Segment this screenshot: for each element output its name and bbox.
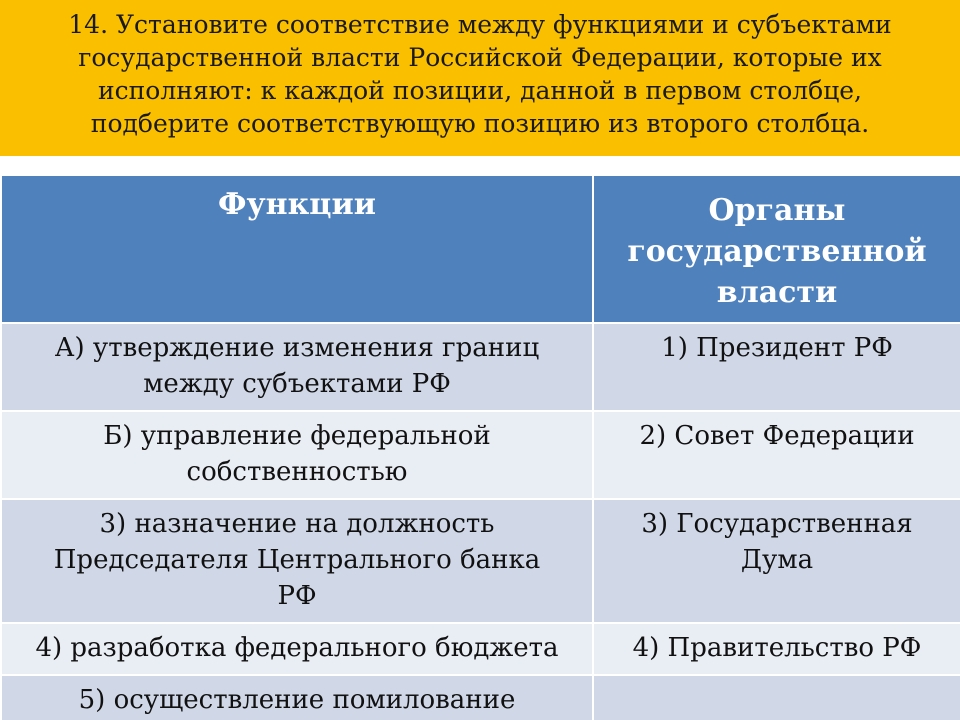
title-line-1: 14. Установите соответствие между функциями и субъектами (68, 10, 892, 39)
function-cell-a (1, 323, 593, 411)
function-cell-b (1, 411, 593, 499)
table-row (1, 411, 960, 499)
function-b-line-2: собственностью (186, 457, 408, 487)
organ-3-line-1: 3) Государственная (641, 509, 913, 539)
function-cell-3 (1, 499, 593, 623)
table-row (1, 323, 960, 411)
organ-4-line-1: 4) Правительство РФ (632, 633, 922, 663)
header-organs-line-2: государственной (627, 234, 927, 269)
table-row (1, 675, 960, 720)
organ-cell-empty (593, 675, 960, 720)
table-header-row (1, 175, 960, 323)
organ-1-line-1: 1) Президент РФ (661, 333, 893, 363)
matching-table (0, 174, 960, 720)
organ-cell-1 (593, 323, 960, 411)
header-organs-line-3: власти (716, 275, 838, 310)
function-a-line-1: А) утверждение изменения границ (54, 333, 540, 363)
function-3-line-3: РФ (277, 581, 317, 611)
organ-cell-2 (593, 411, 960, 499)
matching-table-container (0, 174, 960, 720)
table-row (1, 623, 960, 675)
table-row (1, 499, 960, 623)
function-a-line-2: между субъектами РФ (143, 369, 451, 399)
organ-cell-3 (593, 499, 960, 623)
slide-title-banner (0, 0, 960, 156)
function-cell-5 (1, 675, 593, 720)
title-line-2: государственной власти Российской Федерации, которые их (78, 43, 882, 72)
organ-cell-4 (593, 623, 960, 675)
function-3-line-1: 3) назначение на должность (99, 509, 495, 539)
organ-3-line-2: Дума (740, 545, 814, 575)
organ-2-line-1: 2) Совет Федерации (639, 421, 915, 451)
function-4-line-1: 4) разработка федерального бюджета (35, 633, 559, 663)
function-cell-4 (1, 623, 593, 675)
header-organs-line-1: Органы (708, 193, 846, 228)
function-b-line-1: Б) управление федеральной (103, 421, 491, 451)
title-line-4: подберите соответствующую позицию из второго столбца. (90, 109, 870, 138)
header-functions-label: Функции (218, 187, 376, 222)
header-functions (1, 175, 593, 323)
function-5-line-1: 5) осуществление помилование (78, 685, 516, 715)
title-line-3: исполняют: к каждой позиции, данной в первом столбце, (97, 76, 863, 105)
function-3-line-2: Председателя Центрального банка (53, 545, 541, 575)
header-organs (593, 175, 960, 323)
